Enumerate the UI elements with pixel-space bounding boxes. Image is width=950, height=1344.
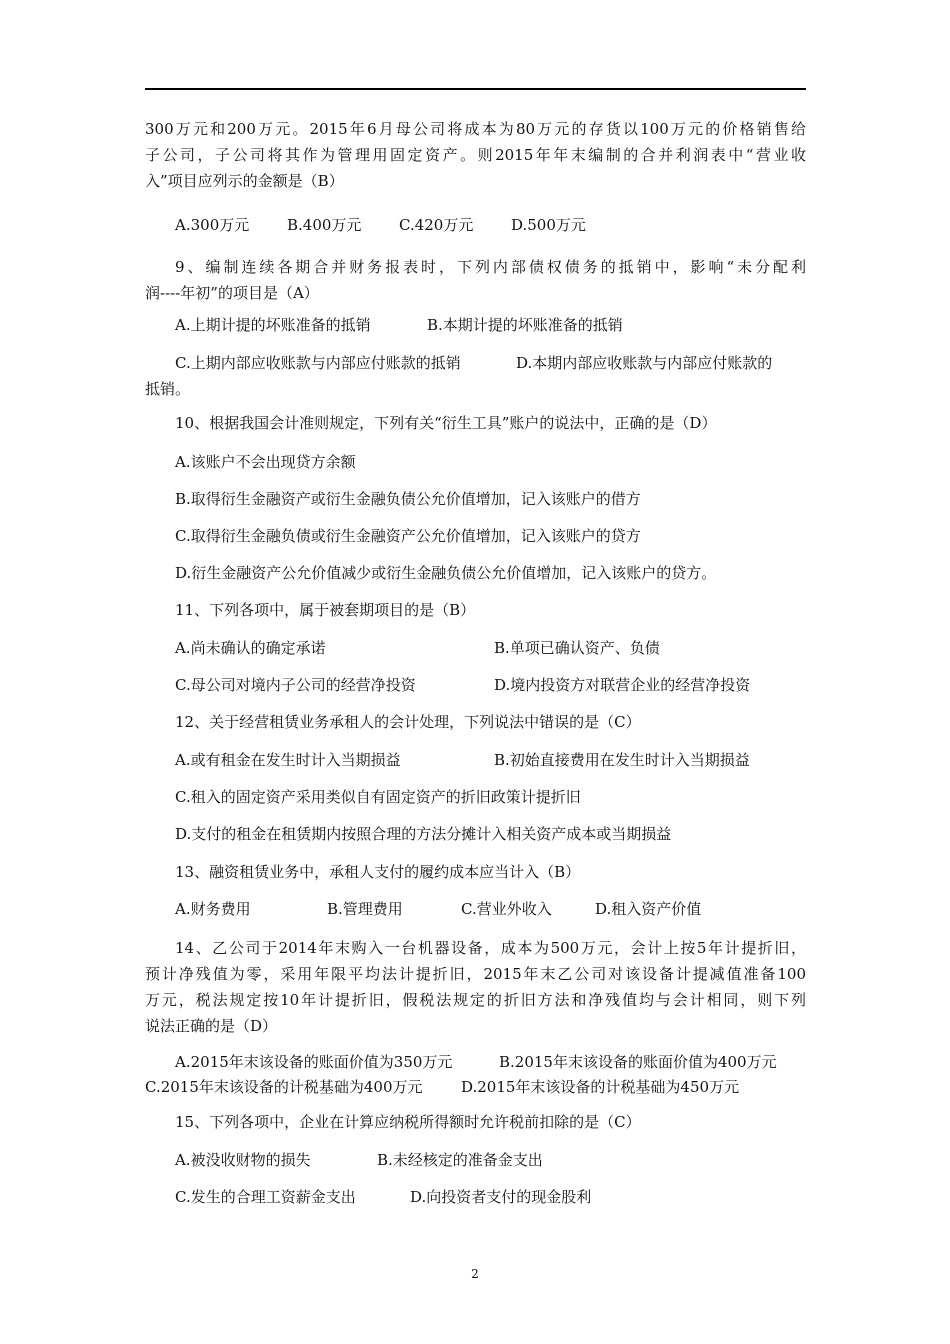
option-d: D.本期内部应收账款与内部应付账款的 — [516, 354, 773, 372]
option-d: D.租入资产价值 — [595, 900, 702, 918]
option-d: D.支付的租金在租赁期内按照合理的方法分摊计入相关资产成本或当期损益 — [175, 825, 672, 843]
paragraph-line: 子公司，子公司将其作为管理用固定资产。则2015年年末编制的合并利润表中“营业收 — [145, 146, 806, 164]
option-c: C.租入的固定资产采用类似自有固定资产的折旧政策计提折旧 — [175, 788, 581, 806]
option-c: C.发生的合理工资薪金支出 — [175, 1188, 356, 1206]
option-d: D.500万元 — [511, 216, 586, 234]
paragraph-line: 300万元和200万元。2015年6月母公司将成本为80万元的存货以100万元的价格销售给 — [145, 120, 806, 138]
option-d: D.2015年末该设备的计税基础为450万元 — [461, 1078, 740, 1096]
option-c: C.母公司对境内子公司的经营净投资 — [175, 676, 416, 694]
option-c: C.上期内部应收账款与内部应付账款的抵销 — [175, 354, 461, 372]
option-a: A.尚未确认的确定承诺 — [175, 639, 326, 657]
option-d: D.衍生金融资产公允价值减少或衍生金融负债公允价值增加，记入该账户的贷方。 — [175, 564, 717, 582]
question-9: 9、编制连续各期合并财务报表时，下列内部债权债务的抵销中，影响“未分配利 — [175, 258, 806, 276]
option-b: B.单项已确认资产、负债 — [494, 639, 660, 657]
option-a: A.或有租金在发生时计入当期损益 — [175, 751, 401, 769]
option-a: A.300万元 — [175, 216, 250, 234]
question-15: 15、下列各项中，企业在计算应纳税所得额时允许税前扣除的是（C） — [175, 1113, 641, 1131]
option-a: A.该账户不会出现贷方余额 — [175, 453, 356, 471]
question-13: 13、融资租赁业务中，承租人支付的履约成本应当计入（B） — [175, 863, 581, 881]
option-d: D.境内投资方对联营企业的经营净投资 — [494, 676, 751, 694]
option-a: A.被没收财物的损失 — [175, 1151, 311, 1169]
option-a: A.2015年末该设备的账面价值为350万元 — [175, 1053, 453, 1071]
option-c: C.2015年末该设备的计税基础为400万元 — [145, 1078, 423, 1096]
question-12: 12、关于经营租赁业务承租人的会计处理，下列说法中错误的是（C） — [175, 713, 641, 731]
option-b: B.400万元 — [287, 216, 362, 234]
question-11: 11、下列各项中，属于被套期项目的是（B） — [175, 601, 476, 619]
option-b: B.初始直接费用在发生时计入当期损益 — [494, 751, 750, 769]
option-c: C.420万元 — [399, 216, 474, 234]
option-b: B.取得衍生金融资产或衍生金融负债公允价值增加，记入该账户的借方 — [175, 490, 641, 508]
option-b: B.本期计提的坏账准备的抵销 — [427, 316, 623, 334]
option-c: C.取得衍生金融负债或衍生金融资产公允价值增加，记入该账户的贷方 — [175, 527, 641, 545]
option-a: A.上期计提的坏账准备的抵销 — [175, 316, 371, 334]
option-b: B.未经核定的准备金支出 — [377, 1151, 543, 1169]
option-c: C.营业外收入 — [461, 900, 552, 918]
question-14: 14、乙公司于2014年末购入一台机器设备，成本为500万元，会计上按5年计提折旧， — [175, 939, 806, 957]
option-d-cont: 抵销。 — [145, 380, 191, 398]
paragraph-line: 入”项目应列示的金额是（B） — [145, 172, 344, 190]
header-rule — [145, 88, 806, 90]
option-b: B.2015年末该设备的账面价值为400万元 — [499, 1053, 777, 1071]
question-10: 10、根据我国会计准则规定，下列有关“衍生工具”账户的说法中，正确的是（D） — [175, 414, 717, 432]
option-a: A.财务费用 — [175, 900, 251, 918]
question-14-cont: 说法正确的是（D） — [145, 1017, 278, 1035]
question-14-cont: 万元，税法规定按10年计提折旧，假税法规定的折旧方法和净残值均与会计相同，则下列 — [145, 991, 806, 1009]
question-9-cont: 润----年初”的项目是（A） — [145, 284, 319, 302]
question-14-cont: 预计净残值为零，采用年限平均法计提折旧，2015年末乙公司对该设备计提减值准备100 — [145, 965, 806, 983]
option-d: D.向投资者支付的现金股利 — [410, 1188, 592, 1206]
page-number: 2 — [471, 1267, 479, 1281]
option-b: B.管理费用 — [327, 900, 403, 918]
